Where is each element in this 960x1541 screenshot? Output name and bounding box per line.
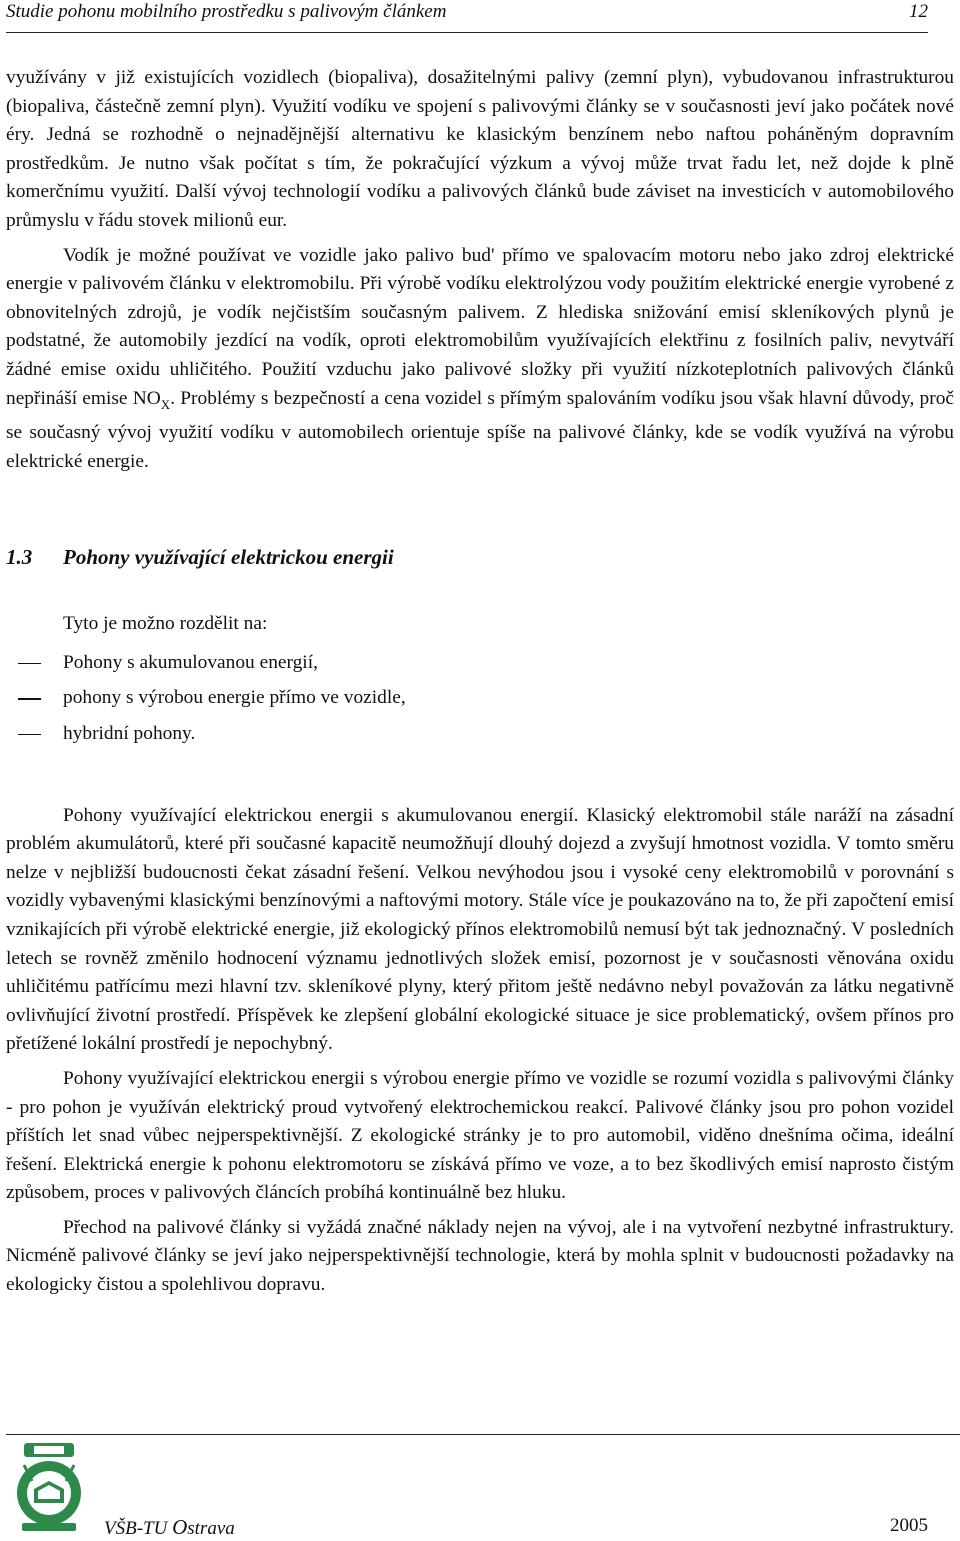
footer-rule: [6, 1434, 960, 1435]
paragraph-5: Přechod na palivové články si vyžádá značné náklady nejen na vývoj, ale i na vytvoření nezbytné infrastruktury. Nicméně palivové články se jeví jako nejperspektivnější technologie, která by mohla splnit v budoucnosti požadavky na ekologicky čistou a spolehlivou dopravu.: [6, 1216, 954, 1296]
page-content: [6, 64, 954, 1300]
dash-bullet-icon: [18, 698, 41, 700]
nox-subscript: X: [160, 396, 171, 412]
footer-institution: VŠB-TU Ostrava: [104, 1515, 235, 1539]
footer-year: 2005: [890, 1515, 928, 1536]
list-item: hybridní pohony.: [6, 720, 954, 749]
paragraph-3: Pohony využívající elektrickou energii s akumulovanou energií. Klasický elektromobil stále naráží na zásadní problém akumulátorů, které při současné kapacitě neumožňují dlouhý dojezd a zvyšují hmotnost vozidla. V tomto směru nelze v nejbližší budoucnosti čekat zásadní řešení. Velkou nevýhodou jsou i vysoké ceny elektromobilů v porovnání s vozidly vybavenými klasickými benzínovými a naftovými motory. Stále více je poukazováno na to, že při započtení emisí vznikajících při výrobě elektrické energie, již ekologický přínos elektromobilů nemusí být tak jednoznačný. V posledních letech se rovněž změnilo hodnocení významu jednotlivých složek emisí, pozornost je v současnosti věnována oxidu uhličitému patřícímu mezi hlavní tzv. skleníkové plyny, který přitom ještě nedávno nebyl považován za látku negativně ovlivňující životní prostředí. Příspěvek ke zlepšení globální ekologické situace je sice problematický, ovšem přínos pro přetížené lokální prostředí je nepochybný.: [6, 804, 954, 1055]
list-item: pohony s výrobou energie přímo ve vozidle,: [6, 684, 954, 713]
section-heading: [6, 542, 954, 572]
dash-bullet-icon: [18, 734, 41, 736]
dash-bullet-icon: [18, 663, 41, 665]
running-title: Studie pohonu mobilního prostředku s palivovým článkem: [6, 1, 447, 22]
paragraph-2-text-b: . Problémy s bezpečností a cena vozidel s přímým spalováním vodíku jsou však hlavní důvody, proč se současný vývoj využití vodíku v automobilech orientuje spíše na palivové články, kde se vodík využívá na výrobu elektrické energie.: [6, 387, 954, 472]
drive-types-list: [6, 649, 954, 749]
list-item: Pohony s akumulovanou energií,: [6, 649, 954, 678]
paragraph-2: [6, 242, 954, 477]
paragraph-1: využívány v již existujících vozidlech (biopaliva), dosažitelnými palivy (zemní plyn), vybudovanou infrastrukturou (biopaliva, částečně zemní plyn). Využití vodíku ve spojení s palivovými články se v současnosti jeví jako počátek nové éry. Jedná se rozhodně o nejnadějnější alternativu ke klasickým benzínem nebo naftou poháněným dopravním prostředkům. Je nutno však počítat s tím, že pokračující výzkum a vývoj může trvat řadu let, než dojde k plně komerčnímu využití. Další vývoj technologií vodíku a palivových článků bude záviset na investicích v automobilového průmyslu v řádu stovek milionů eur.: [6, 67, 954, 231]
paragraph-2-text-a: Vodík je možné používat ve vozidle jako palivo bud' přímo ve spalovacím motoru nebo jako zdroj elektrické energie v palivovém článku v elektromobilu. Při výrobě vodíku elektrolýzou vody použitím elektrické energie vyrobené z obnovitelných zdrojů, je vodík nejčistším současným palivem. Z hlediska snižování emisí skleníkových plynů je podstatné, že automobily jezdící na vodík, oproti elektromobilům využívajících elektřinu z fosilních paliv, nevytváří žádné emise oxidu uhličitého. Použití vzduchu jako palivové složky při využití nízkoteplotních palivových článků nepřináší emise NO: [6, 244, 954, 409]
section-number: 1.3: [6, 545, 33, 570]
page-number: 12: [909, 1, 928, 22]
section-intro: Tyto je možno rozdělit na:: [63, 613, 268, 635]
vsb-tu-university-seal-icon: [10, 1441, 88, 1535]
section-title: Pohony využívající elektrickou energii: [63, 545, 394, 570]
paragraph-4: Pohony využívající elektrickou energii s výrobou energie přímo ve vozidle se rozumí vozidla s palivovými články - pro pohon je využíván elektrický proud vytvořený elektrochemickou reakcí. Palivové články jsou pro pohon vozidel příštích let snad vůbec nejperspektivnější. Z ekologické stránky je to pro automobil, viděno dnešníma očima, ideální řešení. Elektrická energie k pohonu elektromotoru se získává přímo ve voze, a to bez škodlivých emisí naprosto čistým způsobem, proces v palivových článcích probíhá kontinuálně bez hluku.: [6, 1067, 954, 1204]
page-header: [6, 0, 928, 33]
